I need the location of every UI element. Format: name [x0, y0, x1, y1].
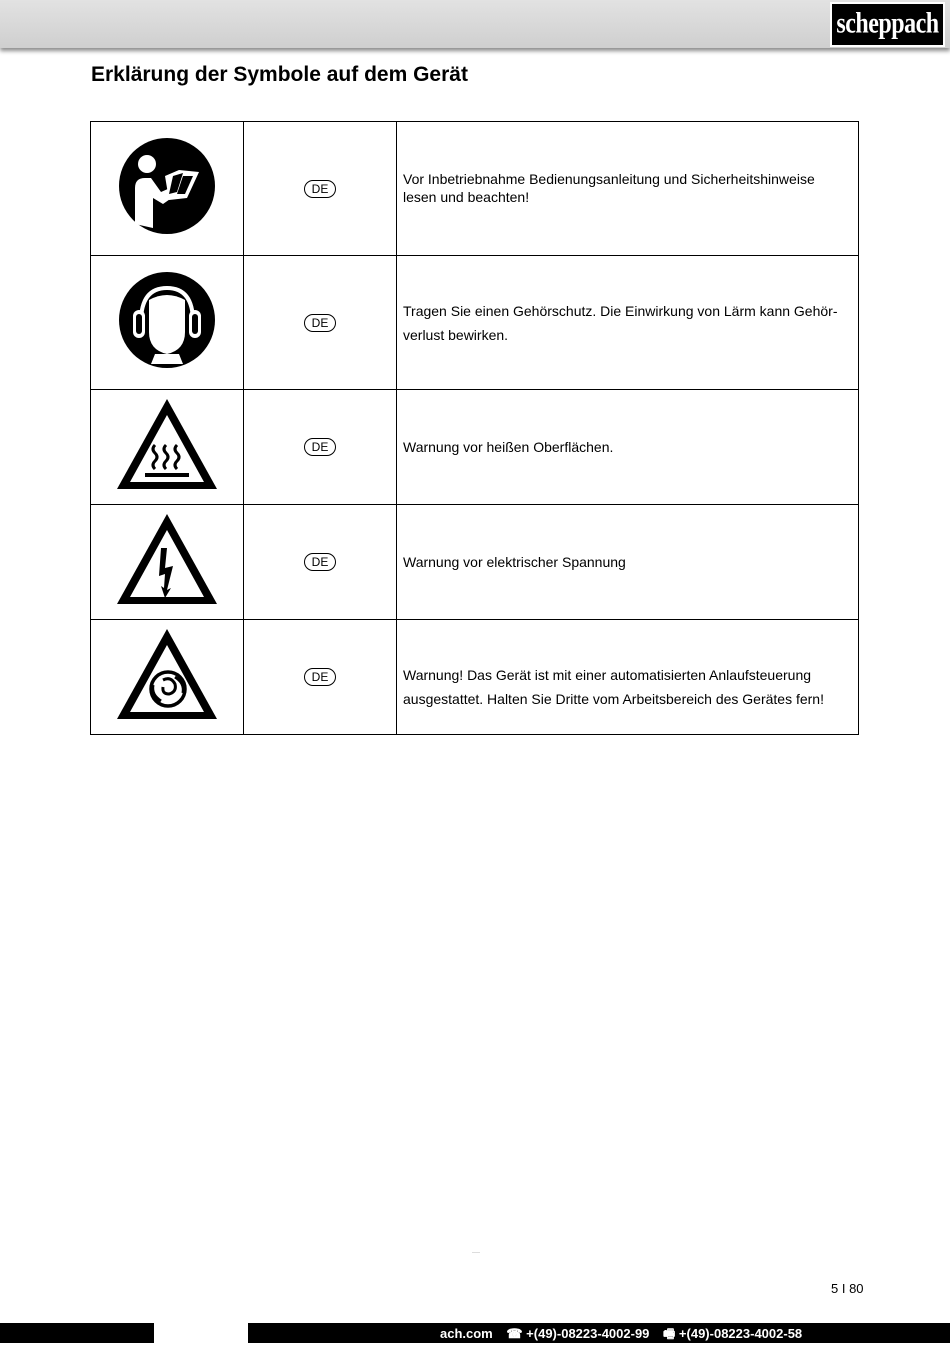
language-badge: DE: [304, 668, 337, 686]
symbol-description: Tragen Sie einen Gehörschutz. Die Einwirkung von Lärm kann Gehör-verlust bewirken.: [403, 303, 838, 343]
symbol-description: Vor Inbetriebnahme Bedienungsanleitung und Sicherheitshinweise lesen und beachten!: [403, 171, 815, 205]
language-cell: [244, 122, 397, 256]
automatic-start-warning-icon: [113, 625, 221, 725]
icon-cell: [91, 122, 244, 256]
footer-bar: [0, 1323, 950, 1343]
language-badge: DE: [304, 438, 337, 456]
language-cell: [244, 620, 397, 735]
symbol-description: Warnung! Das Gerät ist mit einer automatisierten Anlaufsteuerung ausgestattet. Halten Sie Dritte vom Arbeitsbereich des Gerätes fern!: [403, 667, 824, 707]
table-row: [91, 620, 859, 735]
logo-text: scheppach: [836, 7, 939, 41]
language-badge: DE: [304, 180, 337, 198]
description-cell: [397, 256, 859, 390]
description-cell: [397, 505, 859, 620]
icon-cell: [91, 390, 244, 505]
read-manual-icon: [117, 136, 217, 236]
footer-gap: [154, 1323, 248, 1343]
table-row: [91, 505, 859, 620]
language-badge: DE: [304, 553, 337, 571]
footer-phone: ☎ +(49)-08223-4002-99: [506, 1326, 650, 1341]
description-cell: [397, 620, 859, 735]
symbols-table: [90, 121, 859, 735]
language-badge: DE: [304, 314, 337, 332]
scan-mark: [472, 1252, 480, 1253]
table-row: [91, 256, 859, 390]
symbol-description: Warnung vor elektrischer Spannung: [403, 554, 626, 570]
scheppach-logo: [830, 2, 945, 47]
ear-protection-icon: [117, 270, 217, 370]
header-bar: [0, 0, 950, 48]
table-row: [91, 122, 859, 256]
footer-contact: [440, 1325, 812, 1347]
symbol-description: Warnung vor heißen Oberflächen.: [403, 439, 614, 455]
icon-cell: [91, 256, 244, 390]
hot-surface-warning-icon: [113, 395, 221, 495]
description-cell: [397, 122, 859, 256]
page-number: 5 I 80: [831, 1281, 864, 1296]
electric-voltage-warning-icon: [113, 510, 221, 610]
footer-fax: 🖷 +(49)-08223-4002-58: [663, 1326, 803, 1341]
language-cell: [244, 256, 397, 390]
page-title: Erklärung der Symbole auf dem Gerät: [91, 63, 468, 86]
footer-website[interactable]: ach.com: [440, 1326, 493, 1341]
description-cell: [397, 390, 859, 505]
icon-cell: [91, 505, 244, 620]
language-cell: [244, 390, 397, 505]
icon-cell: [91, 620, 244, 735]
language-cell: [244, 505, 397, 620]
table-row: [91, 390, 859, 505]
